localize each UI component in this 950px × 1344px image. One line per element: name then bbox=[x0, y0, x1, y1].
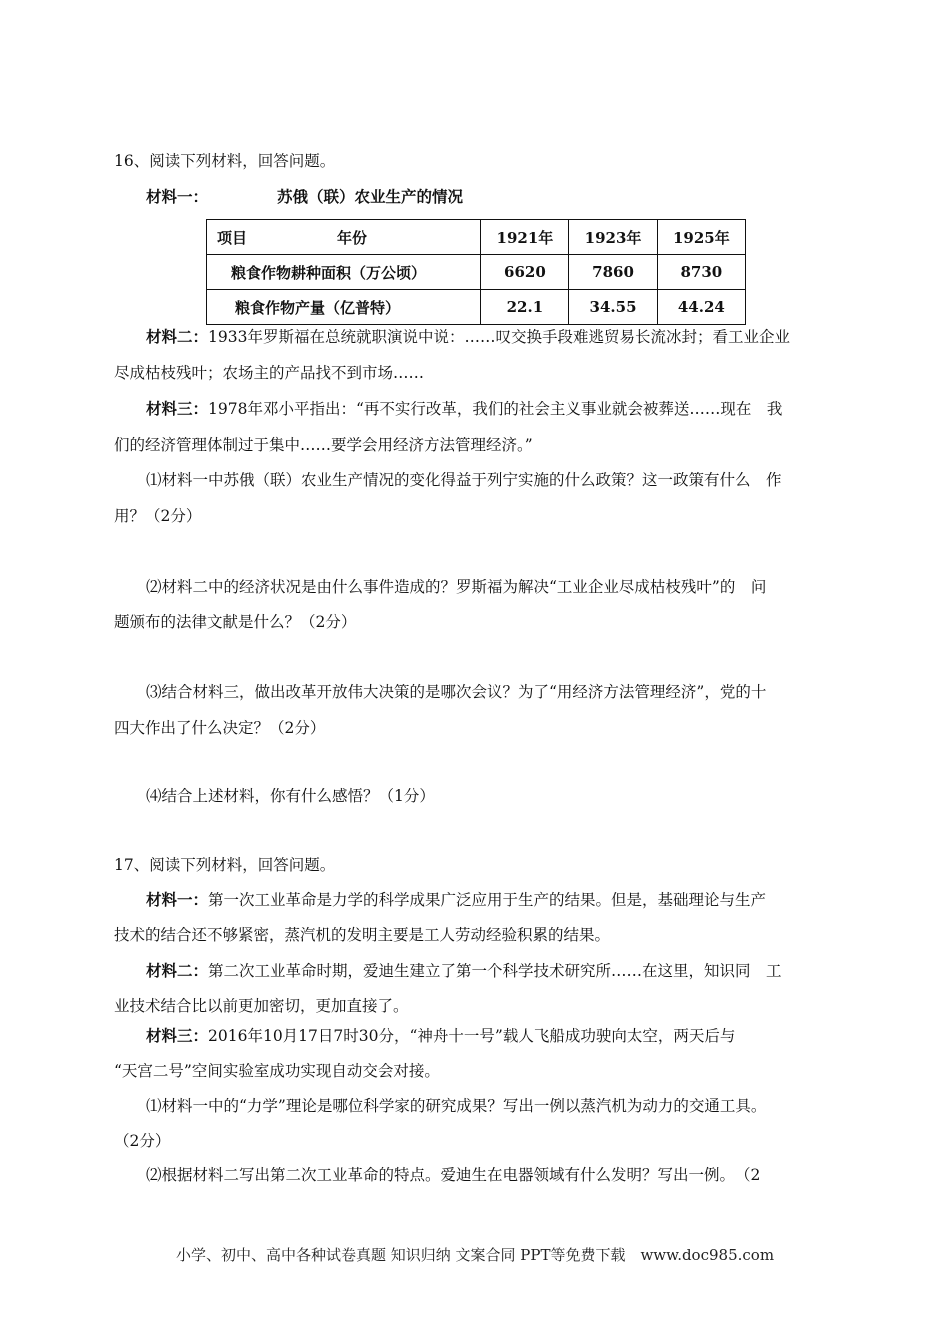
header-year-label: 年份 bbox=[337, 228, 368, 247]
value-cell: 7860 bbox=[569, 255, 657, 290]
q17-material2-line2: 业技术结合比以前更加密切，更加直接了。 bbox=[114, 997, 409, 1015]
agriculture-table bbox=[206, 219, 746, 325]
q17-material3-text1: 2016年10月17日7时30分，“神舟十一号”载人飞船成功驶向太空，两天后与 bbox=[208, 1027, 736, 1045]
value-cell: 22.1 bbox=[481, 290, 569, 325]
value-cell: 44.24 bbox=[657, 290, 745, 325]
page-footer: 小学、初中、高中各种试卷真题 知识归纳 文案合同 PPT等免费下载 www.doc985.com bbox=[175, 1246, 775, 1264]
q17-material1-text1: 第一次工业革命是力学的科学成果广泛应用于生产的结果。但是，基础理论与生产 bbox=[208, 891, 767, 909]
q17-material1-line2: 技术的结合还不够紧密，蒸汽机的发明主要是工人劳动经验积累的结果。 bbox=[114, 926, 611, 944]
value-cell: 6620 bbox=[481, 255, 569, 290]
q17-material2-text1: 第二次工业革命时期，爱迪生建立了第一个科学技术研究所……在这里，知识同 工 bbox=[208, 962, 782, 980]
q16-material2-line2: 尽成枯枝残叶；农场主的产品找不到市场…… bbox=[114, 364, 425, 382]
q17-material3-line2: “天宫二号”空间实验室成功实现自动交会对接。 bbox=[114, 1062, 440, 1080]
q16-material3-line1 bbox=[146, 398, 782, 420]
q16-material3-text1: 1978年邓小平指出：“再不实行改革，我们的社会主义事业就会被葬送……现在 我 bbox=[208, 400, 783, 418]
q16-question2-line2: 题颁布的法律文献是什么？（2分） bbox=[114, 613, 357, 631]
q17-material1-line1 bbox=[146, 889, 766, 911]
row-label: 粮食作物耕种面积（万公顷） bbox=[207, 255, 481, 290]
q16-question3-line2: 四大作出了什么决定？（2分） bbox=[114, 719, 326, 737]
q17-material3-label: 材料三： bbox=[146, 1026, 209, 1045]
q17-material3-line1 bbox=[146, 1025, 735, 1047]
year-cell: 1921年 bbox=[481, 220, 569, 255]
q17-heading: 17、阅读下列材料，回答问题。 bbox=[114, 856, 336, 874]
q16-material2-label: 材料二： bbox=[146, 327, 209, 346]
table-row bbox=[207, 290, 746, 325]
q16-material3-line2: 们的经济管理体制过于集中……要学会用经济方法管理经济。” bbox=[114, 436, 533, 454]
q17-material1-label: 材料一： bbox=[146, 890, 209, 909]
row-label: 粮食作物产量（亿普特） bbox=[207, 290, 481, 325]
q16-question1-line2: 用？（2分） bbox=[114, 507, 202, 525]
q16-heading: 16、阅读下列材料，回答问题。 bbox=[114, 152, 336, 170]
value-cell: 34.55 bbox=[569, 290, 657, 325]
q16-question3-line1: ⑶结合材料三，做出改革开放伟大决策的是哪次会议？为了“用经济方法管理经济”，党的十 bbox=[146, 683, 767, 701]
q17-question1-line2: （2分） bbox=[114, 1132, 171, 1150]
table-header-cell bbox=[207, 220, 481, 255]
header-item-label: 项目 bbox=[217, 228, 248, 247]
value-cell: 8730 bbox=[657, 255, 745, 290]
q16-question2-line1: ⑵材料二中的经济状况是由什么事件造成的？罗斯福为解决“工业企业尽成枯枝残叶”的 问 bbox=[146, 578, 767, 596]
q16-material1-title: 苏俄（联）农业生产的情况 bbox=[276, 187, 463, 206]
q17-question1-line1: ⑴材料一中的“力学”理论是哪位科学家的研究成果？写出一例以蒸汽机为动力的交通工具。 bbox=[146, 1097, 767, 1115]
q17-material2-line1 bbox=[146, 960, 782, 982]
q16-material3-label: 材料三： bbox=[146, 399, 209, 418]
table-header-row bbox=[207, 220, 746, 255]
q16-material1-row bbox=[146, 186, 463, 208]
q17-question2-line1: ⑵根据材料二写出第二次工业革命的特点。爱迪生在电器领域有什么发明？写出一例。 （2 bbox=[146, 1166, 761, 1184]
q17-material2-label: 材料二： bbox=[146, 961, 209, 980]
year-cell: 1925年 bbox=[657, 220, 745, 255]
table-row bbox=[207, 255, 746, 290]
q16-material1-label: 材料一： bbox=[146, 187, 209, 206]
q16-material2-line1 bbox=[146, 326, 790, 348]
q16-question4-line1: ⑷结合上述材料，你有什么感悟？（1分） bbox=[146, 787, 435, 805]
year-cell: 1923年 bbox=[569, 220, 657, 255]
q16-question1-line1: ⑴材料一中苏俄（联）农业生产情况的变化得益于列宁实施的什么政策？这一政策有什么 作 bbox=[146, 471, 782, 489]
q16-material2-text1: 1933年罗斯福在总统就职演说中说：……叹交换手段难逃贸易长流冰封；看工业企业 bbox=[208, 328, 790, 346]
